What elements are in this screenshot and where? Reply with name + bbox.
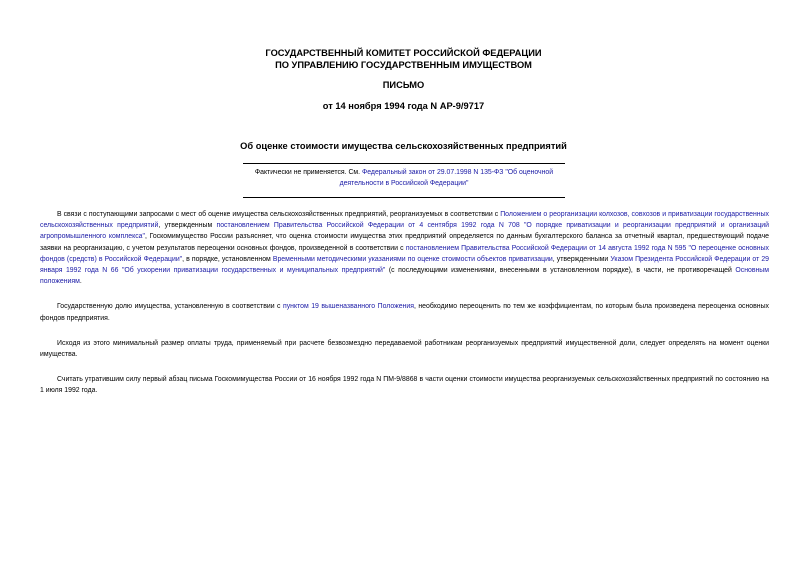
organization-title (0, 47, 807, 71)
paragraph-4 (40, 374, 769, 396)
note-bottom-divider (243, 197, 565, 198)
paragraph-text: Исходя из этого минимальный размер оплаты труда, применяемый при расчете безвозмездно передаваемой работникам реорганизуемых предприятий имущественной доли, следует определять на момент оценки имущества. (40, 339, 769, 359)
applicability-note (243, 168, 565, 189)
guidelines-link[interactable]: Временными методическими указаниями по оценке стоимости объектов приватизации (272, 255, 553, 263)
paragraph-text: В связи с поступающими запросами с мест об оценке имущества сельскохозяйственных предприятий, реорганизуемых в соответствии с (57, 211, 501, 218)
paragraph-3 (40, 338, 769, 360)
paragraph-text: , в порядке, установленном (182, 255, 273, 263)
document-subject: Об оценке стоимости имущества сельскохозяйственных предприятий (240, 141, 567, 151)
document-date-number: от 14 ноября 1994 года N АР-9/9717 (322, 101, 485, 111)
note-law-link[interactable]: Федеральный закон от 29.07.1998 N 135-ФЗ "Об оценочной деятельности в Российской Федерации" (339, 169, 554, 187)
regulation-link[interactable]: Положением о реорганизации колхозов, совхозов и приватизации государственных сельскохозяйственных предприятий (40, 211, 769, 230)
note-prefix: Фактически не применяется. См. (254, 169, 362, 176)
resolution-708-link[interactable]: постановлением Правительства Российской Федерации от 4 сентября 1992 года N 708 "О порядке приватизации и реорганизации предприятий и организаций агропромышленного комплекса" (40, 222, 769, 241)
organization-line-2: ПО УПРАВЛЕНИЮ ГОСУДАРСТВЕННЫМ ИМУЩЕСТВОМ (275, 60, 532, 70)
paragraph-text: , утвержденными (552, 255, 611, 263)
document-body (40, 209, 769, 411)
resolution-595-link[interactable]: постановлением Правительства Российской Федерации от 14 августа 1992 года N 595 "О переоценке основных фондов (средств) в Российской Федерации" (40, 244, 770, 263)
paragraph-text: , необходимо переоценить по тем же коэффициентам, по которым была произведена переоценка основных фондов предприятия. (40, 303, 769, 322)
paragraph-text: , утвержденным (158, 222, 217, 230)
decree-66-link[interactable]: Указом Президента Российской Федерации от 29 января 1992 года N 66 "Об ускорении приватизации государственных и муниципальных предприятий" (40, 255, 769, 275)
paragraph-text: Считать утратившим силу первый абзац письма Госкомимущества России от 16 ноября 1992 года N ПМ-9/8868 в части оценки стоимости имущества реорганизуемых сельскохозяйственных предприятий по состоянию на 1 июля 1992 года. (40, 376, 769, 395)
clause-19-link[interactable]: пунктом 19 вышеназванного Положения (283, 303, 414, 311)
paragraph-text: (с последующими изменениями, внесенными в установленном порядке), в части, не противоречащей (385, 267, 736, 275)
paragraph-2 (40, 301, 769, 323)
organization-line-1: ГОСУДАРСТВЕННЫЙ КОМИТЕТ РОССИЙСКОЙ ФЕДЕРАЦИИ (265, 48, 542, 58)
paragraph-text: , Госкомимущество России разъясняет, что оценка стоимости имущества этих предприятий определяется по данным бухгалтерского баланса за отчетный квартал, предшествующий подаче заявки на реорганизацию, с учетом результатов переоценки основных фондов, произведенной в соответствии с (40, 233, 769, 252)
basic-provisions-link[interactable]: Основным положениям (40, 267, 769, 286)
document-type: ПИСЬМО (382, 80, 425, 90)
paragraph-text: Государственную долю имущества, установленную в соответствии с (57, 303, 283, 311)
paragraph-1 (40, 209, 769, 287)
note-top-divider (243, 163, 565, 164)
paragraph-text: . (79, 278, 82, 286)
